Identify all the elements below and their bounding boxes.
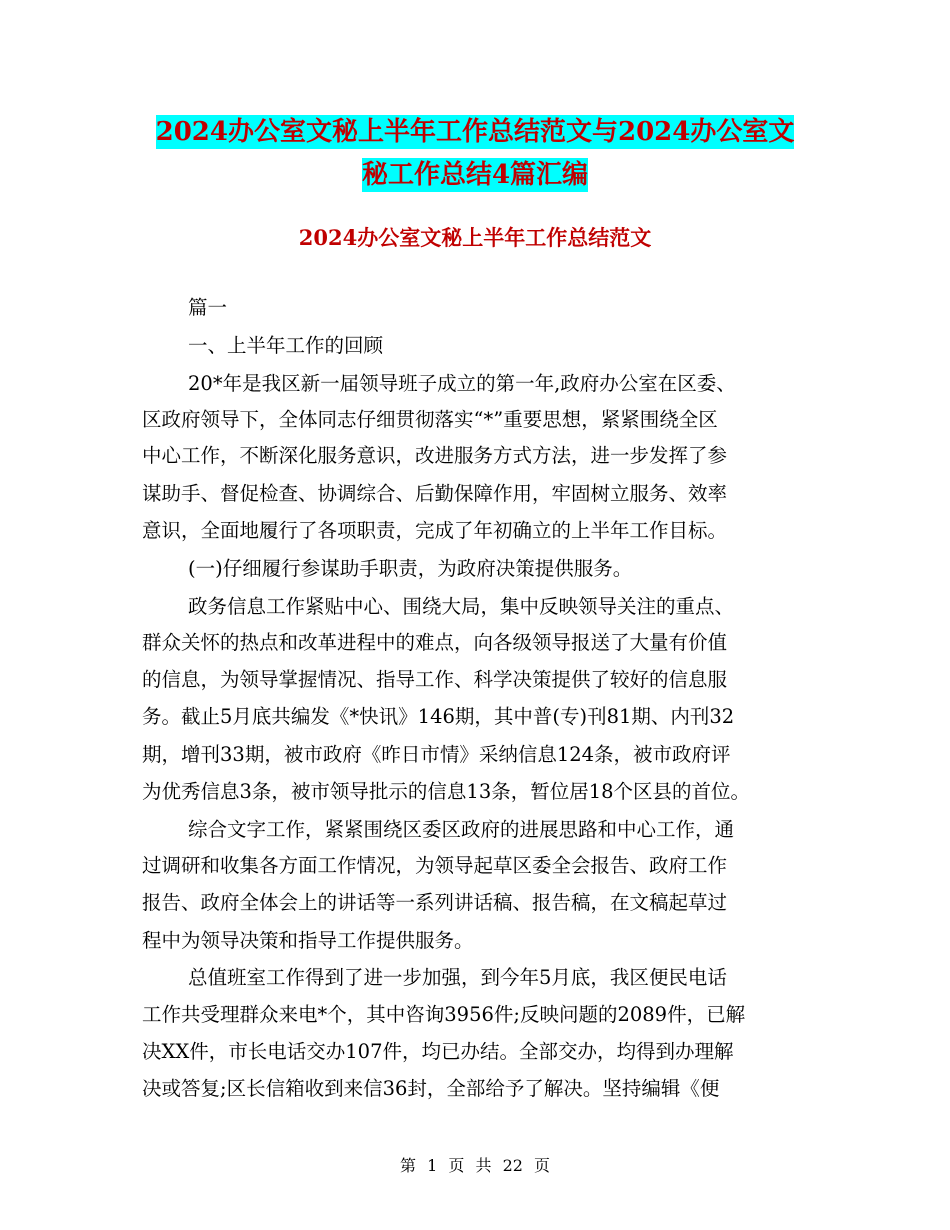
paragraph-line: 总值班室工作得到了进一步加强，到今年5月底，我区便民电话 xyxy=(188,966,727,989)
paragraph-line: 务。截止5月底共编发《*快讯》146期，其中普(专)刊81期、内刊32 xyxy=(142,705,735,728)
footer-word: 共 xyxy=(475,1156,492,1175)
paragraph-line: 决XX件，市长电话交办107件，均已办结。全部交办，均得到办理解 xyxy=(142,1040,734,1063)
paragraph-line: 区政府领导下，全体同志仔细贯彻落实“*”重要思想，紧紧围绕全区 xyxy=(142,408,718,431)
paragraph-line: 决或答复;区长信箱收到来信36封，全部给予了解决。坚持编辑《便 xyxy=(142,1077,720,1100)
paragraph-line: 综合文字工作，紧紧围绕区委区政府的进展思路和中心工作，通 xyxy=(188,818,735,841)
footer-word: 第 xyxy=(399,1156,416,1175)
document-title-line-1 xyxy=(0,108,950,156)
footer-word: 页 xyxy=(534,1156,551,1175)
paragraph-line: 中心工作，不断深化服务意识，改进服务方式方法，进一步发挥了参 xyxy=(142,444,728,467)
paragraph-line: 谋助手、督促检查、协调综合、后勤保障作用，牢固树立服务、效率 xyxy=(142,482,728,505)
page-footer xyxy=(0,1154,950,1178)
paragraph-line: 一、上半年工作的回顾 xyxy=(188,334,384,357)
paragraph-line: 群众关怀的热点和改革进程中的难点，向各级领导报送了大量有价值 xyxy=(142,631,728,654)
paragraph-line: 期，增刊33期，被市政府《昨日市情》采纳信息124条，被市政府评 xyxy=(142,743,731,766)
footer-word: 页 xyxy=(448,1156,465,1175)
title-highlight-1: 2024办公室文秘上半年工作总结范文与2024办公室文 xyxy=(155,117,795,147)
section-title: 2024办公室文秘上半年工作总结范文 xyxy=(298,225,652,250)
paragraph-line: 政务信息工作紧贴中心、围绕大局，集中反映领导关注的重点、 xyxy=(188,595,735,618)
paragraph-line: 20*年是我区新一届领导班子成立的第一年,政府办公室在区委、 xyxy=(188,372,736,395)
document-title-line-2 xyxy=(0,151,950,199)
paragraph-line: (一)仔细履行参谋助手职责，为政府决策提供服务。 xyxy=(188,557,633,580)
paragraph-line: 过调研和收集各方面工作情况，为领导起草区委全会报告、政府工作 xyxy=(142,854,728,877)
paragraph-line: 报告、政府全体会上的讲话等一系列讲话稿、报告稿，在文稿起草过 xyxy=(142,891,728,914)
paragraph-line: 的信息，为领导掌握情况、指导工作、科学决策提供了较好的信息服 xyxy=(142,668,728,691)
paragraph-line: 意识，全面地履行了各项职责，完成了年初确立的上半年工作目标。 xyxy=(142,519,728,542)
paragraph-line: 篇一 xyxy=(188,296,228,319)
paragraph-line: 为优秀信息3条，被市领导批示的信息13条，暂位居18个区县的首位。 xyxy=(142,780,751,803)
title-highlight-2: 秘工作总结4篇汇编 xyxy=(361,160,589,190)
paragraph-line: 程中为领导决策和指导工作提供服务。 xyxy=(142,929,474,952)
paragraph-line: 工作共受理群众来电*个，其中咨询3956件;反映问题的2089件，已解 xyxy=(142,1003,746,1026)
page-total: 22 xyxy=(502,1156,523,1175)
page-number: 1 xyxy=(427,1156,438,1175)
